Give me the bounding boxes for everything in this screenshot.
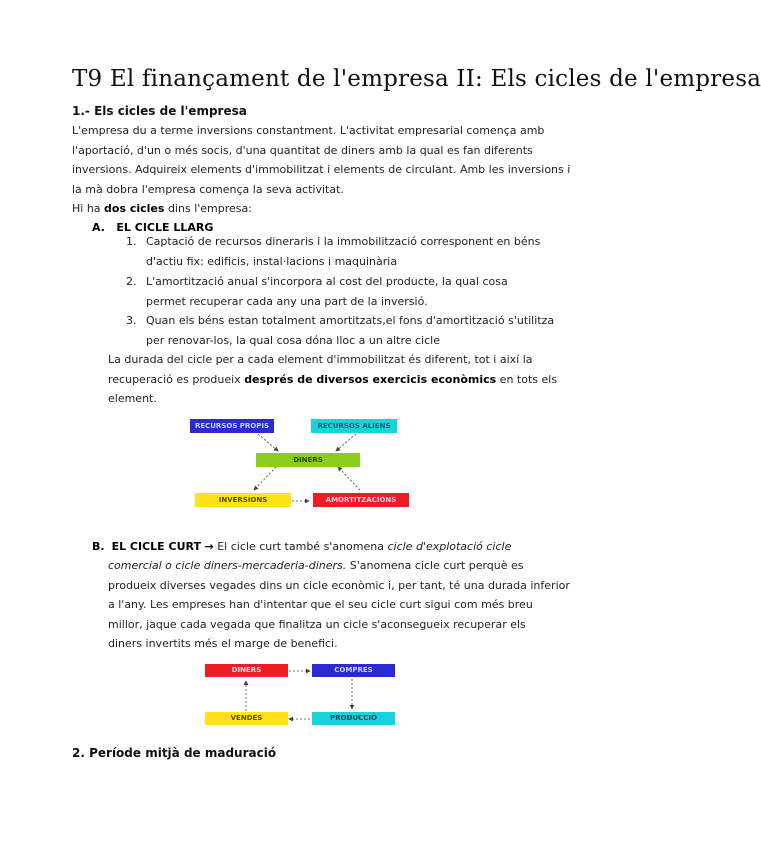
- cycle-b-title: EL CICLE CURT: [111, 540, 202, 553]
- page-title: T9 El finançament de l'empresa II: Els cicles de l'empresa: [72, 66, 761, 92]
- intro-text: dins l'empresa:: [164, 202, 252, 215]
- intro-text: Hi ha: [72, 202, 105, 215]
- italic-text: comercial o cicle diners-mercaderia-diners.: [108, 559, 347, 572]
- list-text: Quan els béns estan totalment amortitzats,el fons d'amortització s'utilitza: [146, 314, 555, 327]
- vendes-box: VENDES: [205, 712, 288, 725]
- paragraph-line: element.: [108, 392, 157, 405]
- paragraph-line: La durada del cicle per a cada element d'immobilitzat és diferent, tot i així la: [108, 353, 533, 366]
- list-text: permet recuperar cada any una part de la inversió.: [146, 294, 428, 308]
- recursos-aliens-box: RECURSOS ALIENS: [311, 419, 397, 433]
- paragraph-line: inversions. Adquireix elements d'immobilitzat i elements de circulant. Amb les inversions i: [72, 163, 571, 176]
- italic-text: cicle d'explotació cicle: [387, 540, 512, 553]
- list-number: 3.: [126, 314, 137, 327]
- list-text: Captació de recursos dineraris i la immobilització corresponent en béns: [146, 235, 541, 248]
- list-number: 2.: [126, 275, 137, 288]
- section-2-heading: 2. Període mitjà de maduració: [72, 746, 277, 760]
- list-text: per renovar-los, la qual cosa dóna lloc a un altre cicle: [146, 333, 440, 347]
- text-span: en tots els: [496, 372, 558, 386]
- list-text: L'amortització anual s'incorpora al cost del producte, la qual cosa: [146, 275, 508, 288]
- inversions-box: INVERSIONS: [195, 493, 291, 507]
- bold-text: després de diversos exercicis econòmics: [244, 372, 497, 386]
- produccio-box: PRODUCCIÓ: [312, 712, 395, 725]
- text-span: recuperació es produeix: [108, 372, 245, 386]
- cycle-a-marker: A.: [92, 221, 105, 234]
- diners-box: DINERS: [256, 453, 360, 467]
- cycle-b-marker: B.: [92, 540, 105, 553]
- recursos-propis-box: RECURSOS PROPIS: [190, 419, 274, 433]
- amortitzacions-box: AMORTITZACIONS: [313, 493, 409, 507]
- paragraph-line: a l'any. Les empreses han d'intentar que el seu cicle curt sigui com més breu: [108, 598, 533, 611]
- text-span: S'anomena cicle curt perquè es: [346, 559, 524, 572]
- paragraph-line: la mà dobra l'empresa comença la seva activitat.: [72, 182, 344, 196]
- section-1-heading: 1.- Els cicles de l'empresa: [72, 104, 247, 118]
- list-number: 1.: [126, 235, 137, 248]
- paragraph-line: diners invertits més el marge de benefici.: [108, 637, 338, 650]
- paragraph-line: L'empresa du a terme inversions constantment. L'activitat empresarial comença amb: [72, 124, 545, 137]
- text-span: El cicle curt també s'anomena: [213, 540, 388, 553]
- diners-box: DINERS: [205, 664, 288, 677]
- compres-box: COMPRES: [312, 664, 395, 677]
- paragraph-line: l'aportació, d'un o més socis, d'una quantitat de diners amb la qual es fan diferents: [72, 143, 533, 157]
- cycle-b-arrow: →: [204, 540, 214, 553]
- cycle-a-title: EL CICLE LLARG: [116, 221, 214, 234]
- paragraph-line: produeix diverses vegades dins un cicle econòmic i, per tant, té una durada inferior: [108, 578, 570, 592]
- intro-bold: dos cicles: [104, 202, 165, 215]
- paragraph-line: millor, jaque cada vegada que finalitza un cicle s'aconsegueix recuperar els: [108, 617, 526, 631]
- list-text: d'actiu fix: edificis, instal·lacions i maquinària: [146, 254, 398, 268]
